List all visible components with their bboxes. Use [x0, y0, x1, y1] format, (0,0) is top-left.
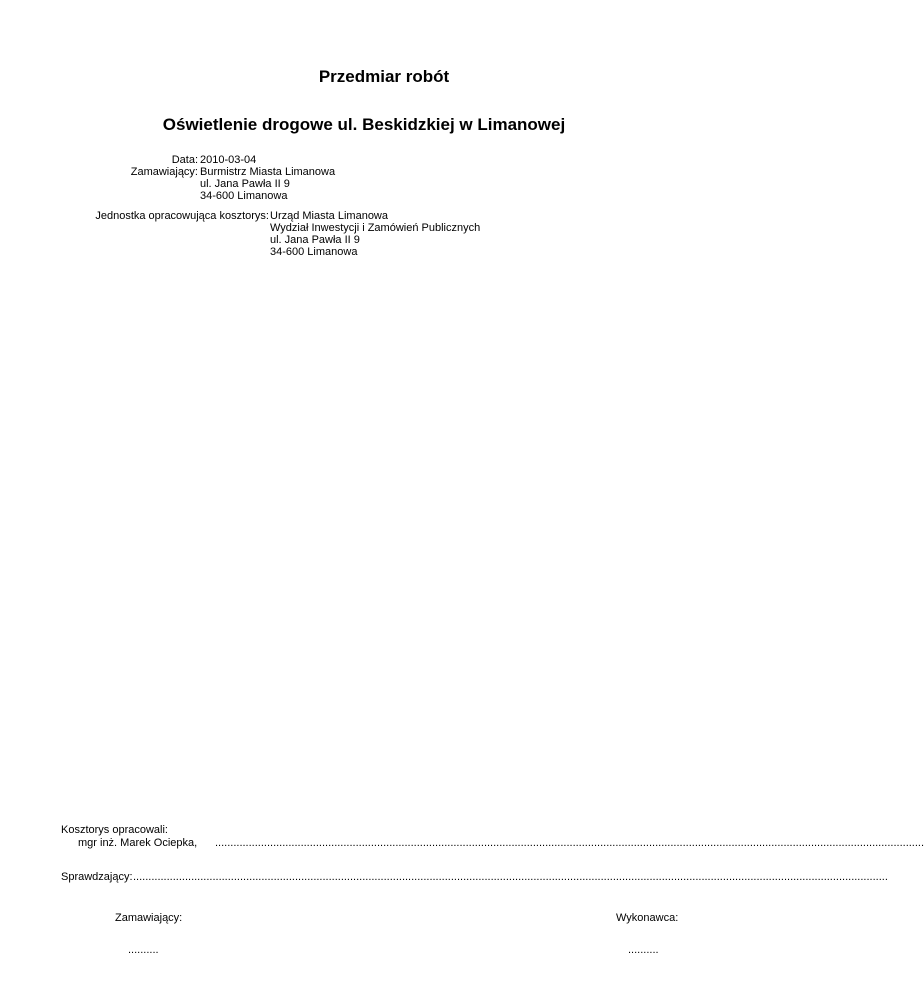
client-line-1: Burmistrz Miasta Limanowa — [200, 166, 336, 178]
date-value: 2010-03-04 — [200, 154, 257, 166]
orderer-label: Zamawiający: — [115, 912, 183, 924]
document-title: Przedmiar robót — [318, 67, 450, 86]
contractor-signature: .......... — [628, 944, 659, 956]
client-label: Zamawiający: — [130, 166, 198, 178]
checked-label: Sprawdzający: — [61, 871, 133, 883]
prepared-name: mgr inż. Marek Ociepka, — [78, 837, 198, 849]
contractor-label: Wykonawca: — [616, 912, 679, 924]
date-label: Data: — [171, 154, 198, 166]
document-subtitle: Oświetlenie drogowe ul. Beskidzkiej w Limanowej — [162, 115, 566, 134]
unit-label: Jednostka opracowująca kosztorys: — [95, 210, 269, 222]
unit-line-2: Wydział Inwestycji i Zamówień Publicznych — [270, 222, 481, 234]
client-line-3: 34-600 Limanowa — [200, 190, 288, 202]
unit-line-3: ul. Jana Pawła II 9 — [270, 234, 360, 246]
unit-line-1: Urząd Miasta Limanowa — [270, 210, 388, 222]
orderer-signature: .......... — [128, 944, 159, 956]
unit-line-4: 34-600 Limanowa — [270, 246, 358, 258]
prepared-signature-line: ........................................................................................................................................................................................................................................ — [215, 837, 924, 849]
client-line-2: ul. Jana Pawła II 9 — [200, 178, 290, 190]
prepared-label: Kosztorys opracowali: — [61, 824, 168, 836]
checked-signature-line: ....................................................................................................................................................................................................................................................... — [133, 871, 888, 883]
